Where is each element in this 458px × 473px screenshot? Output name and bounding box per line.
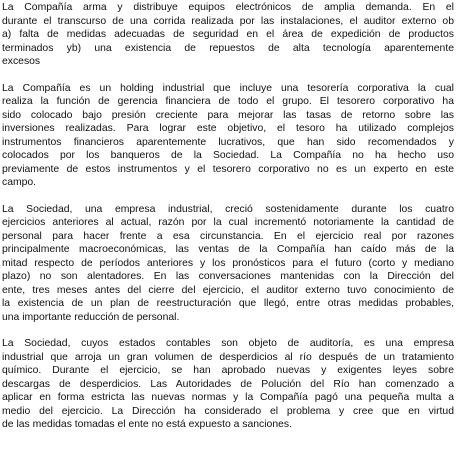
text-line: inversiones realizadas. Para lograr este objetivo, el tesoro ha utilizado complejos [2, 123, 454, 134]
text-line: personal para hacer frente a esa circunstancia. En el ejercicio real por razones [2, 230, 454, 242]
text-line: sido colocado bajo presión creciente para mejorar las tasas de retorno sobre las [2, 109, 454, 121]
text-line: La Compañía es un holding industrial que incluye una tesorería corporativa la cual [2, 82, 454, 94]
text-line: la existencia de un plan de reestructuración que llegó, entre otras medidas probables, [2, 298, 454, 309]
text-line: La Compañía arma y distribuye equipos electrónicos de amplia demanda. En el [2, 2, 454, 13]
text-line: industrial que arroja un gran volumen de desperdicios al río después de un tratamiento [2, 351, 454, 363]
text-line: principalmente macroeconómicas, las ventas de la Compañía han caído más de la [2, 244, 454, 255]
text-line: químico. Durante el ejercicio, se han aprobado nuevas y exigentes leyes sobre [2, 365, 454, 376]
text-line: previamente de estos instrumentos y el tesorero corporativo no es un experto en este [2, 163, 454, 175]
text-line: excesos [2, 56, 41, 67]
text-line: plazo) no son alentadores. En las conversaciones mantenidas con la Dirección del [2, 271, 454, 282]
text-line: La Sociedad, cuyos estados contables son objeto de auditoría, es una empresa [2, 338, 454, 349]
paragraph-gap [2, 69, 454, 82]
paragraph-river-pollution [2, 337, 454, 432]
paragraph-gap [2, 324, 454, 337]
text-line: instrumentos financieros aparentemente lucrativos, que han sido recomendados y [2, 136, 454, 148]
text-line: una importante reducción de personal. [2, 311, 180, 323]
text-line: terminados yb) una existencia de repuestos de alta tecnología aparentemente [2, 42, 454, 54]
text-line: descargas de desperdicios. Las Autoridades de Polución del Río han comenzado a [2, 378, 454, 390]
text-line: aplicar en forma estricta las nuevas normas y la Compañía pagó una pequeña multa a [2, 392, 454, 403]
paragraph-industrial-restructuring [2, 203, 454, 325]
text-line: medio del ejercicio. La Dirección ha considerado el problema y cree que en virtud [2, 405, 454, 417]
text-line: ejercicios anteriores al actual, razón por la cual incrementó notoriamente la cantidad de [2, 217, 454, 228]
paragraph-gap [2, 190, 454, 203]
text-line: ente, tres meses antes del cierre del ejercicio, el auditor externo tuvo conocimiento de [2, 284, 454, 296]
paragraph-holding-treasury [2, 82, 454, 190]
text-line: de las medidas tomadas el ente no está expuesto a sanciones. [2, 419, 292, 430]
text-line: durante el transcurso de una corrida realizada por las instalaciones, el auditor externo ob [2, 15, 454, 27]
text-line: realiza la función de gerencia financiera de todo el grupo. El tesorero corporativo ha [2, 96, 454, 107]
paragraph-electronics-company [2, 1, 454, 69]
text-line: mitad respecto de períodos anteriores y los pronósticos para el futuro (corto y mediano [2, 257, 454, 269]
text-line: colocados por los banqueros de la Sociedad. La Compañía no ha hecho uso [2, 150, 454, 161]
document-body [2, 1, 454, 432]
text-line: campo. [2, 177, 37, 188]
text-line: a) falta de medidas adecuadas de seguridad en el área de expedición de productos [2, 29, 454, 40]
text-line: La Sociedad, una empresa industrial, creció sostenidamente durante los cuatro [2, 203, 454, 215]
